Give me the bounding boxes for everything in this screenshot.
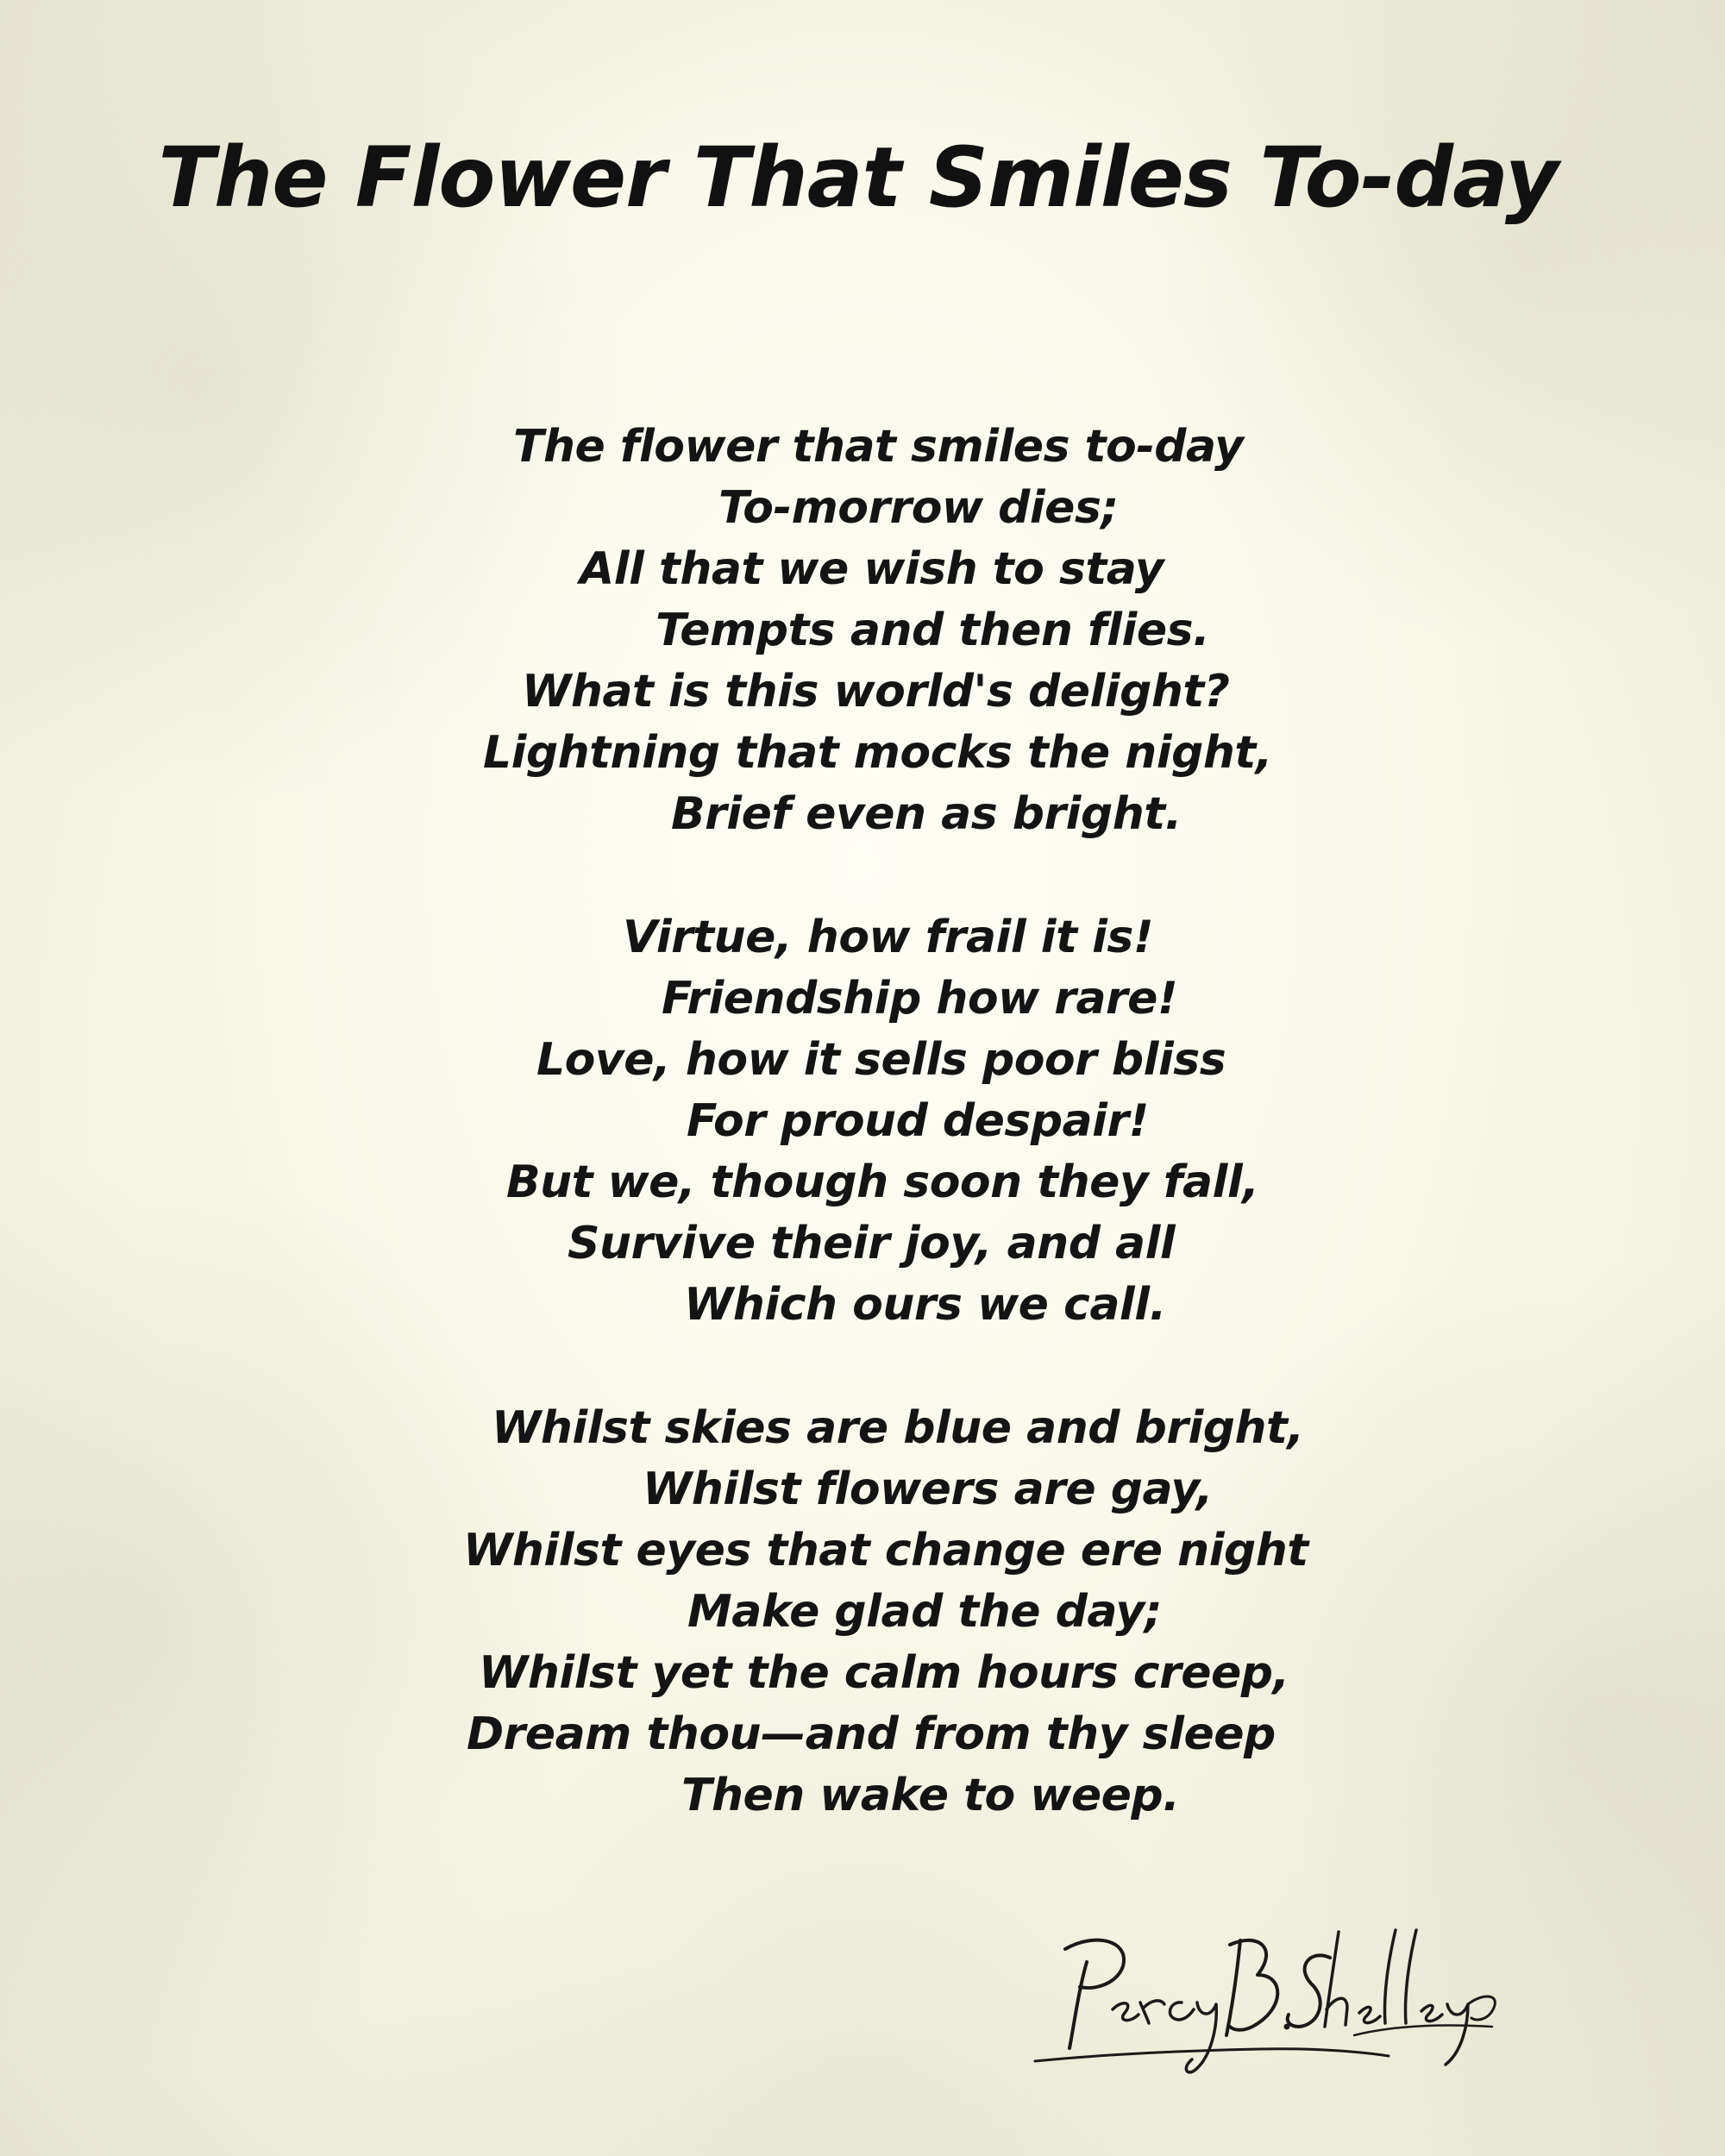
- poem-line: All that we wish to stay: [580, 543, 1164, 595]
- poem-line: Brief even as bright.: [671, 788, 1182, 840]
- poem-line: Dream thou—and from thy sleep: [467, 1708, 1276, 1760]
- poem-line: Love, how it sells poor bliss: [536, 1034, 1226, 1086]
- poem-line: Whilst flowers are gay,: [643, 1463, 1214, 1515]
- poem-line: Tempts and then flies.: [656, 605, 1210, 656]
- poem-line: To-morrow dies;: [718, 482, 1119, 534]
- poem-line: For proud despair!: [687, 1095, 1149, 1147]
- poem-line: Whilst yet the calm hours creep,: [479, 1647, 1289, 1699]
- poem-line: Which ours we call.: [684, 1279, 1166, 1331]
- poem-line: But we, though soon they fall,: [506, 1156, 1259, 1208]
- poem-line: Whilst skies are blue and bright,: [492, 1402, 1304, 1454]
- poem-title: The Flower That Smiles To-day: [158, 129, 1559, 226]
- poem-line: What is this world's delight?: [522, 666, 1230, 718]
- poem-line: Lightning that mocks the night,: [483, 727, 1272, 779]
- poem-line: Then wake to weep.: [681, 1770, 1180, 1821]
- poem-line: Whilst eyes that change ere night: [463, 1525, 1308, 1576]
- poem-line: Friendship how rare!: [662, 973, 1178, 1025]
- poem-line: Make glad the day;: [687, 1586, 1163, 1638]
- signature-image: [1026, 1897, 1509, 2087]
- poem-line: Survive their joy, and all: [568, 1218, 1176, 1269]
- poem-line: The flower that smiles to-day: [513, 421, 1244, 473]
- poem-line: Virtue, how frail it is!: [623, 912, 1154, 963]
